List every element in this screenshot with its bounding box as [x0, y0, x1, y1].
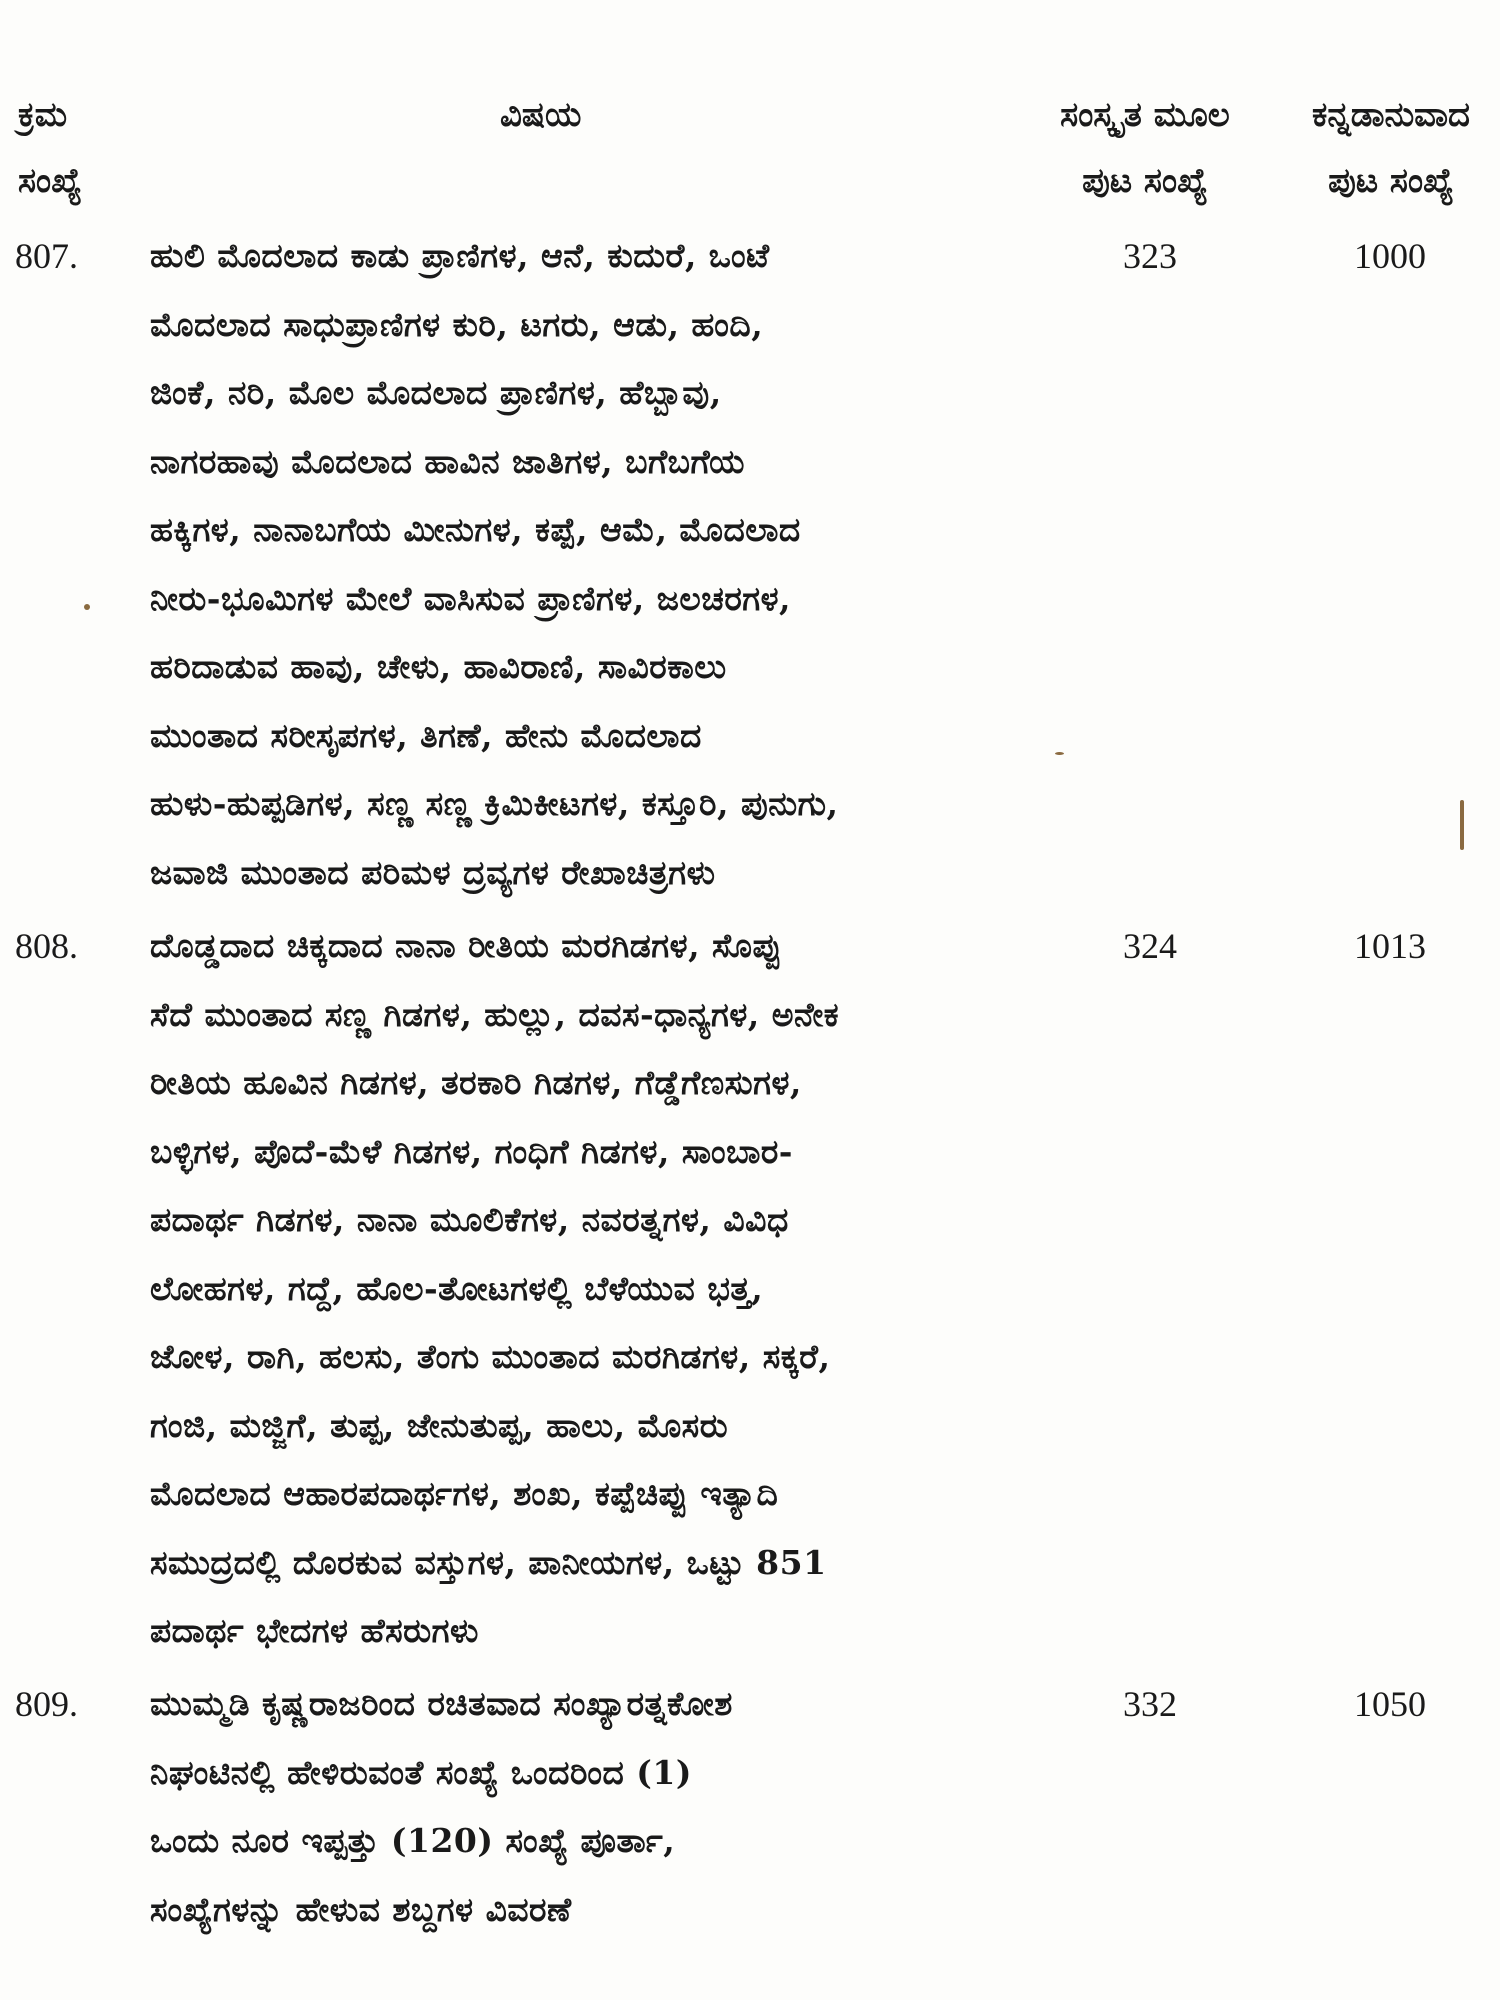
header-serial-line2: ಸಂಖ್ಯೆ	[18, 161, 82, 201]
description-line: ಜವಾಜಿ ಮುಂತಾದ ಪರಿಮಳ ದ್ರವ್ಯಗಳ ರೇಖಾಚಿತ್ರಗಳು	[150, 852, 716, 892]
description-line: ಹಕ್ಕಿಗಳ, ನಾನಾಬಗೆಯ ಮೀನುಗಳ, ಕಪ್ಪೆ, ಆಮೆ, ಮೊದಲಾದ	[150, 510, 801, 549]
description-line: ಮುಂತಾದ ಸರೀಸೃಪಗಳ, ತಿಗಣೆ, ಹೇನು ಮೊದಲಾದ	[150, 715, 702, 755]
description-line: ಒಂದು ನೂರ ಇಪ್ಪತ್ತು (120) ಸಂಖ್ಯೆ ಪೂರ್ತಾ,	[150, 1821, 676, 1860]
header-kannada-line1: ಕನ್ನಡಾನುವಾದ	[1312, 95, 1470, 135]
description-line: ಮೊದಲಾದ ಸಾಧುಪ್ರಾಣಿಗಳ ಕುರಿ, ಟಗರು, ಆಡು, ಹಂದಿ,	[150, 304, 764, 344]
description-line: ಹರಿದಾಡುವ ಹಾವು, ಚೇಳು, ಹಾವಿರಾಣಿ, ಸಾವಿರಕಾಲು	[150, 647, 727, 686]
description-line: ಬಳ್ಳಿಗಳ, ಪೊದೆ-ಮೆಳೆ ಗಿಡಗಳ, ಗಂಧಿಗೆ ಗಿಡಗಳ, ಸಾಂಬಾರ-	[150, 1131, 794, 1171]
header-sanskrit-line1: ಸಂಸ್ಕೃತ ಮೂಲ	[1060, 95, 1230, 135]
description-line: ಗಂಜಿ, ಮಜ್ಜಿಗೆ, ತುಪ್ಪ, ಜೇನುತುಪ್ಪ, ಹಾಲು, ಮೊಸರು	[150, 1405, 729, 1445]
header-subject	[500, 82, 581, 148]
header-kannada-line2: ಪುಟ ಸಂಖ್ಯೆ	[1328, 161, 1454, 201]
description-line: ಹುಳು-ಹುಪ್ಪಡಿಗಳ, ಸಣ್ಣ ಸಣ್ಣ ಕ್ರಿಮಿಕೀಟಗಳ, ಕಸ್ತೂರಿ, ಪುನುಗು,	[150, 784, 839, 823]
description-line: ಜೋಳ, ರಾಗಿ, ಹಲಸು, ತೆಂಗು ಮುಂತಾದ ಮರಗಿಡಗಳ, ಸಕ್ಕರೆ,	[150, 1337, 831, 1376]
description-line: ಮೊದಲಾದ ಆಹಾರಪದಾರ್ಥಗಳ, ಶಂಖ, ಕಪ್ಪೆಚಿಪ್ಪು ಇತ್ಯಾದಿ	[150, 1474, 779, 1513]
description-line: ಲೋಹಗಳ, ಗದ್ದೆ, ಹೊಲ-ತೋಟಗಳಲ್ಲಿ ಬೆಳೆಯುವ ಭತ್ತ,	[150, 1268, 764, 1308]
scan-speck	[84, 604, 90, 610]
row-description	[150, 222, 1090, 907]
header-serial-line1: ಕ್ರಮ	[18, 95, 68, 135]
header-sanskrit-page	[1035, 82, 1255, 214]
kannada-page-number: 1050	[1354, 1684, 1426, 1724]
description-line: ದೊಡ್ಡದಾದ ಚಿಕ್ಕದಾದ ನಾನಾ ರೀತಿಯ ಮರಗಿಡಗಳ, ಸೊಪ್ಪು	[150, 926, 783, 965]
description-line: ಸಂಖ್ಯೆಗಳನ್ನು ಹೇಳುವ ಶಬ್ದಗಳ ವಿವರಣೆ	[150, 1889, 572, 1929]
kannada-page-number: 1013	[1354, 926, 1426, 966]
row-description	[150, 1670, 1090, 1944]
description-line: ನಿಘಂಟಿನಲ್ಲಿ ಹೇಳಿರುವಂತೆ ಸಂಖ್ಯೆ ಒಂದರಿಂದ (1)	[150, 1752, 692, 1792]
sanskrit-page-number: 332	[1123, 1684, 1177, 1724]
sanskrit-page-number: 323	[1123, 236, 1177, 276]
scan-speck	[1460, 800, 1464, 850]
kannada-page-number: 1000	[1354, 236, 1426, 276]
header-kannada-page	[1282, 82, 1500, 214]
sanskrit-page-number: 324	[1123, 926, 1177, 966]
description-line: ಮುಮ್ಮಡಿ ಕೃಷ್ಣರಾಜರಿಂದ ರಚಿತವಾದ ಸಂಖ್ಯಾರತ್ನಕೋಶ	[150, 1684, 733, 1723]
scan-speck	[1055, 752, 1064, 755]
description-line: ನೀರು-ಭೂಮಿಗಳ ಮೇಲೆ ವಾಸಿಸುವ ಪ್ರಾಣಿಗಳ, ಜಲಚರಗಳ,	[150, 578, 792, 618]
row-serial: 807.	[15, 236, 78, 276]
header-subject-label: ವಿಷಯ	[500, 95, 582, 135]
description-line: ರೀತಿಯ ಹೂವಿನ ಗಿಡಗಳ, ತರಕಾರಿ ಗಿಡಗಳ, ಗೆಡ್ಡೆಗೆಣಸುಗಳ,	[150, 1063, 802, 1102]
row-serial: 808.	[15, 926, 78, 966]
row-description	[150, 912, 1090, 1666]
description-line: ಸಮುದ್ರದಲ್ಲಿ ದೊರಕುವ ವಸ್ತುಗಳ, ಪಾನೀಯಗಳ, ಒಟ್ಟು 851	[150, 1542, 827, 1582]
row-serial: 809.	[15, 1684, 78, 1724]
description-line: ಹುಲಿ ಮೊದಲಾದ ಕಾಡು ಪ್ರಾಣಿಗಳ, ಆನೆ, ಕುದುರೆ, ಒಂಟೆ	[150, 236, 770, 275]
description-line: ಸೆದೆ ಮುಂತಾದ ಸಣ್ಣ ಗಿಡಗಳ, ಹುಲ್ಲು, ದವಸ-ಧಾನ್ಯಗಳ, ಅನೇಕ	[150, 994, 840, 1034]
header-sanskrit-line2: ಪುಟ ಸಂಖ್ಯೆ	[1082, 161, 1208, 201]
description-line: ಪದಾರ್ಥ ಗಿಡಗಳ, ನಾನಾ ಮೂಲಿಕೆಗಳ, ನವರತ್ನಗಳ, ವಿವಿಧ	[150, 1200, 789, 1239]
description-line: ಪದಾರ್ಥ ಭೇದಗಳ ಹೆಸರುಗಳು	[150, 1611, 479, 1650]
header-serial-number	[18, 82, 82, 214]
description-line: ನಾಗರಹಾವು ಮೊದಲಾದ ಹಾವಿನ ಜಾತಿಗಳ, ಬಗೆಬಗೆಯ	[150, 441, 745, 481]
description-line: ಜಿಂಕೆ, ನರಿ, ಮೊಲ ಮೊದಲಾದ ಪ್ರಾಣಿಗಳ, ಹೆಬ್ಬಾವು,	[150, 373, 722, 412]
